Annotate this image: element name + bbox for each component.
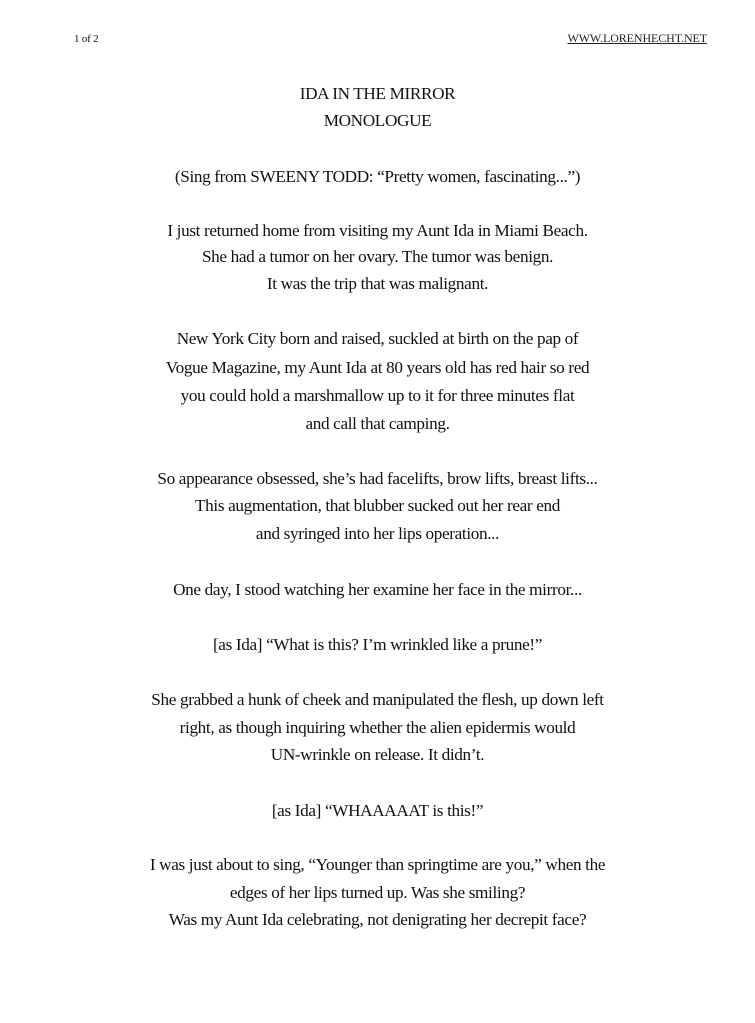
- text-line: Vogue Magazine, my Aunt Ida at 80 years old has red hair so red: [165, 358, 590, 377]
- text-line: [as Ida] “WHAAAAAT is this!”: [271, 801, 484, 820]
- text-line: New York City born and raised, suckled at birth on the pap of: [176, 329, 579, 348]
- text-line: It was the trip that was malignant.: [266, 274, 489, 293]
- text-line: This augmentation, that blubber sucked out her rear end: [195, 496, 560, 515]
- text-line: UN-wrinkle on release. It didn’t.: [270, 745, 485, 764]
- text-line: One day, I stood watching her examine her face in the mirror...: [173, 580, 582, 599]
- text-line: So appearance obsessed, she’s had facelifts, brow lifts, breast lifts...: [157, 469, 598, 488]
- text-line: I was just about to sing, “Younger than springtime are you,” when the: [149, 855, 606, 874]
- text-line: [as Ida] “What is this? I’m wrinkled like a prune!”: [212, 635, 543, 654]
- text-line: I just returned home from visiting my Aunt Ida in Miami Beach.: [167, 221, 588, 240]
- text-line: edges of her lips turned up. Was she smiling?: [229, 883, 526, 902]
- stage-direction: (Sing from SWEENY TODD: “Pretty women, fascinating...”): [174, 167, 581, 186]
- text-line: right, as though inquiring whether the alien epidermis would: [179, 718, 576, 737]
- text-line: and syringed into her lips operation...: [255, 524, 500, 543]
- website-link[interactable]: WWW.LORENHECHT.NET: [567, 31, 707, 45]
- text-line: you could hold a marshmallow up to it for three minutes flat: [180, 386, 575, 405]
- text-line: She had a tumor on her ovary. The tumor was benign.: [201, 247, 554, 266]
- text-line: and call that camping.: [305, 414, 450, 433]
- title-line-2: MONOLOGUE: [323, 111, 432, 130]
- title-line-1: IDA IN THE MIRROR: [299, 84, 456, 103]
- text-line: She grabbed a hunk of cheek and manipulated the flesh, up down left: [151, 690, 604, 709]
- page-number: 1 of 2: [74, 33, 99, 45]
- text-line: Was my Aunt Ida celebrating, not denigrating her decrepit face?: [168, 910, 587, 929]
